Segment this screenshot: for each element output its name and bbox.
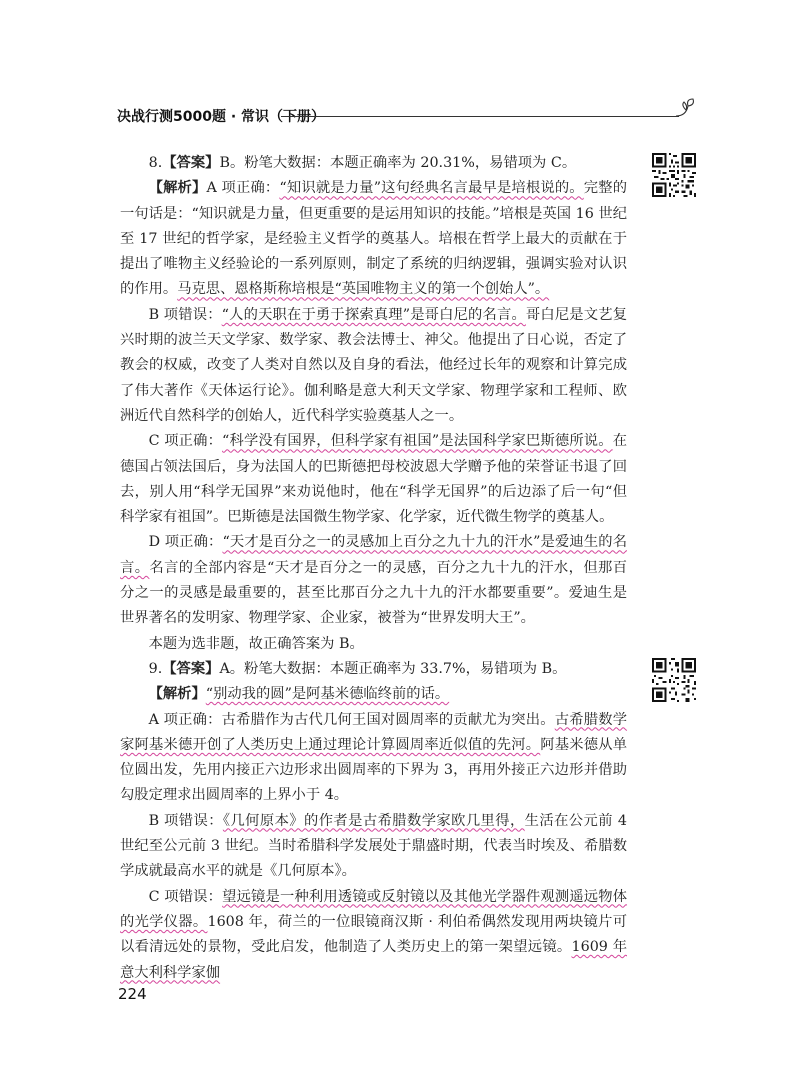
sprout-icon (673, 97, 699, 123)
q9-analysis-c: C 项错误：望远镜是一种利用透镜或反射镜以及其他光学器件观测遥远物体的光学仪器。1608 年，荷兰的一位眼镜商汉斯 · 利伯希偶然发现用两块镜片可以看清远处的景物，受此启发，他制造了人类历史上的第一架望远镜。1609 年意大利科学家伽 (120, 888, 628, 981)
header-rule (281, 116, 679, 117)
book-title: 决战行测5000题 · 常识（下册） (117, 109, 326, 125)
q8-analysis-c: C 项正确：“科学没有国界，但科学家有祖国”是法国科学家巴斯德所说。在德国占领法国后，身为法国人的巴斯德把母校波恩大学赠予他的荣誉证书退了回去，别人用“科学无国界”来劝说他时，他在“科学无国界”的后边添了后一句“但科学家有祖国”。巴斯德是法国微生物学家、化学家，近代微生物学的奠基人。 (120, 433, 627, 526)
q8-analysis-d: D 项正确：“天才是百分之一的灵感加上百分之九十九的汗水”是爱迪生的名言。名言的全部内容是“天才是百分之一的灵感，百分之九十九的汗水，但那百分之一的灵感是最重要的，甚至比那百分之九十九的汗水都要重要”。爱迪生是世界著名的发明家、物理学家、企业家，被誉为“世界发明大王”。 (120, 534, 628, 627)
q8-answer: 8.【答案】B。粉笔大数据：本题正确率为 20.31%，易错项为 C。 (148, 155, 577, 171)
q8-conclusion: 本题为选非题，故正确答案为 B。 (148, 635, 364, 652)
q9-analysis-a: A 项正确：古希腊作为古代几何王国对圆周率的贡献尤为突出。古希腊数学家阿基米德开创了人类历史上通过理论计算圆周率近似值的先河。阿基米德从单位圆出发，先用内接正六边形求出圆周率的下界为 3，再用外接正六边形并借助勾股定理求出圆周率的上界小于 4。 (120, 711, 628, 804)
qr-code-icon[interactable] (652, 153, 696, 197)
page-content (120, 151, 627, 986)
page-header (117, 97, 692, 131)
qr-code-icon[interactable] (652, 658, 696, 702)
q9-analysis-b: B 项错误：《几何原本》的作者是古希腊数学家欧几里得，生活在公元前 4 世纪至公元前 3 世纪。当时希腊科学发展处于鼎盛时期，代表当时埃及、希腊数学成就最高水平的就是《几何原本》。 (120, 812, 627, 880)
q9-answer: 9.【答案】A。粉笔大数据：本题正确率为 33.7%，易错项为 B。 (148, 660, 567, 677)
q8-analysis-b: B 项错误：“人的天职在于勇于探索真理”是哥白尼的名言。哥白尼是文艺复兴时期的波兰天文学家、数学家、教会法博士、神父。他提出了日心说，否定了教会的权威，改变了人类对自然以及自身的看法，他经过长年的观察和计算完成了伟大著作《天体运行论》。伽利略是意大利天文学家、物理学家和工程师、欧洲近代自然科学的创始人，近代科学实验奠基人之一。 (120, 306, 627, 424)
q9-analysis: 【解析】“别动我的圆”是阿基米德临终前的话。 (148, 686, 450, 703)
q8-analysis-a: 【解析】A 项正确：“知识就是力量”这句经典名言最早是培根说的。完整的一句话是：“知识就是力量，但更重要的是运用知识的技能。”培根是英国 16 世纪至 17 世纪的哲学家，是经验主义哲学的奠基人。培根在哲学上最大的贡献在于提出了唯物主义经验论的一系列原则，制定了系统的归纳逻辑，强调实验对认识的作用。马克思、恩格斯称培根是“英国唯物主义的第一个创始人”。 (120, 180, 628, 298)
page-number: 224 (118, 985, 147, 1003)
